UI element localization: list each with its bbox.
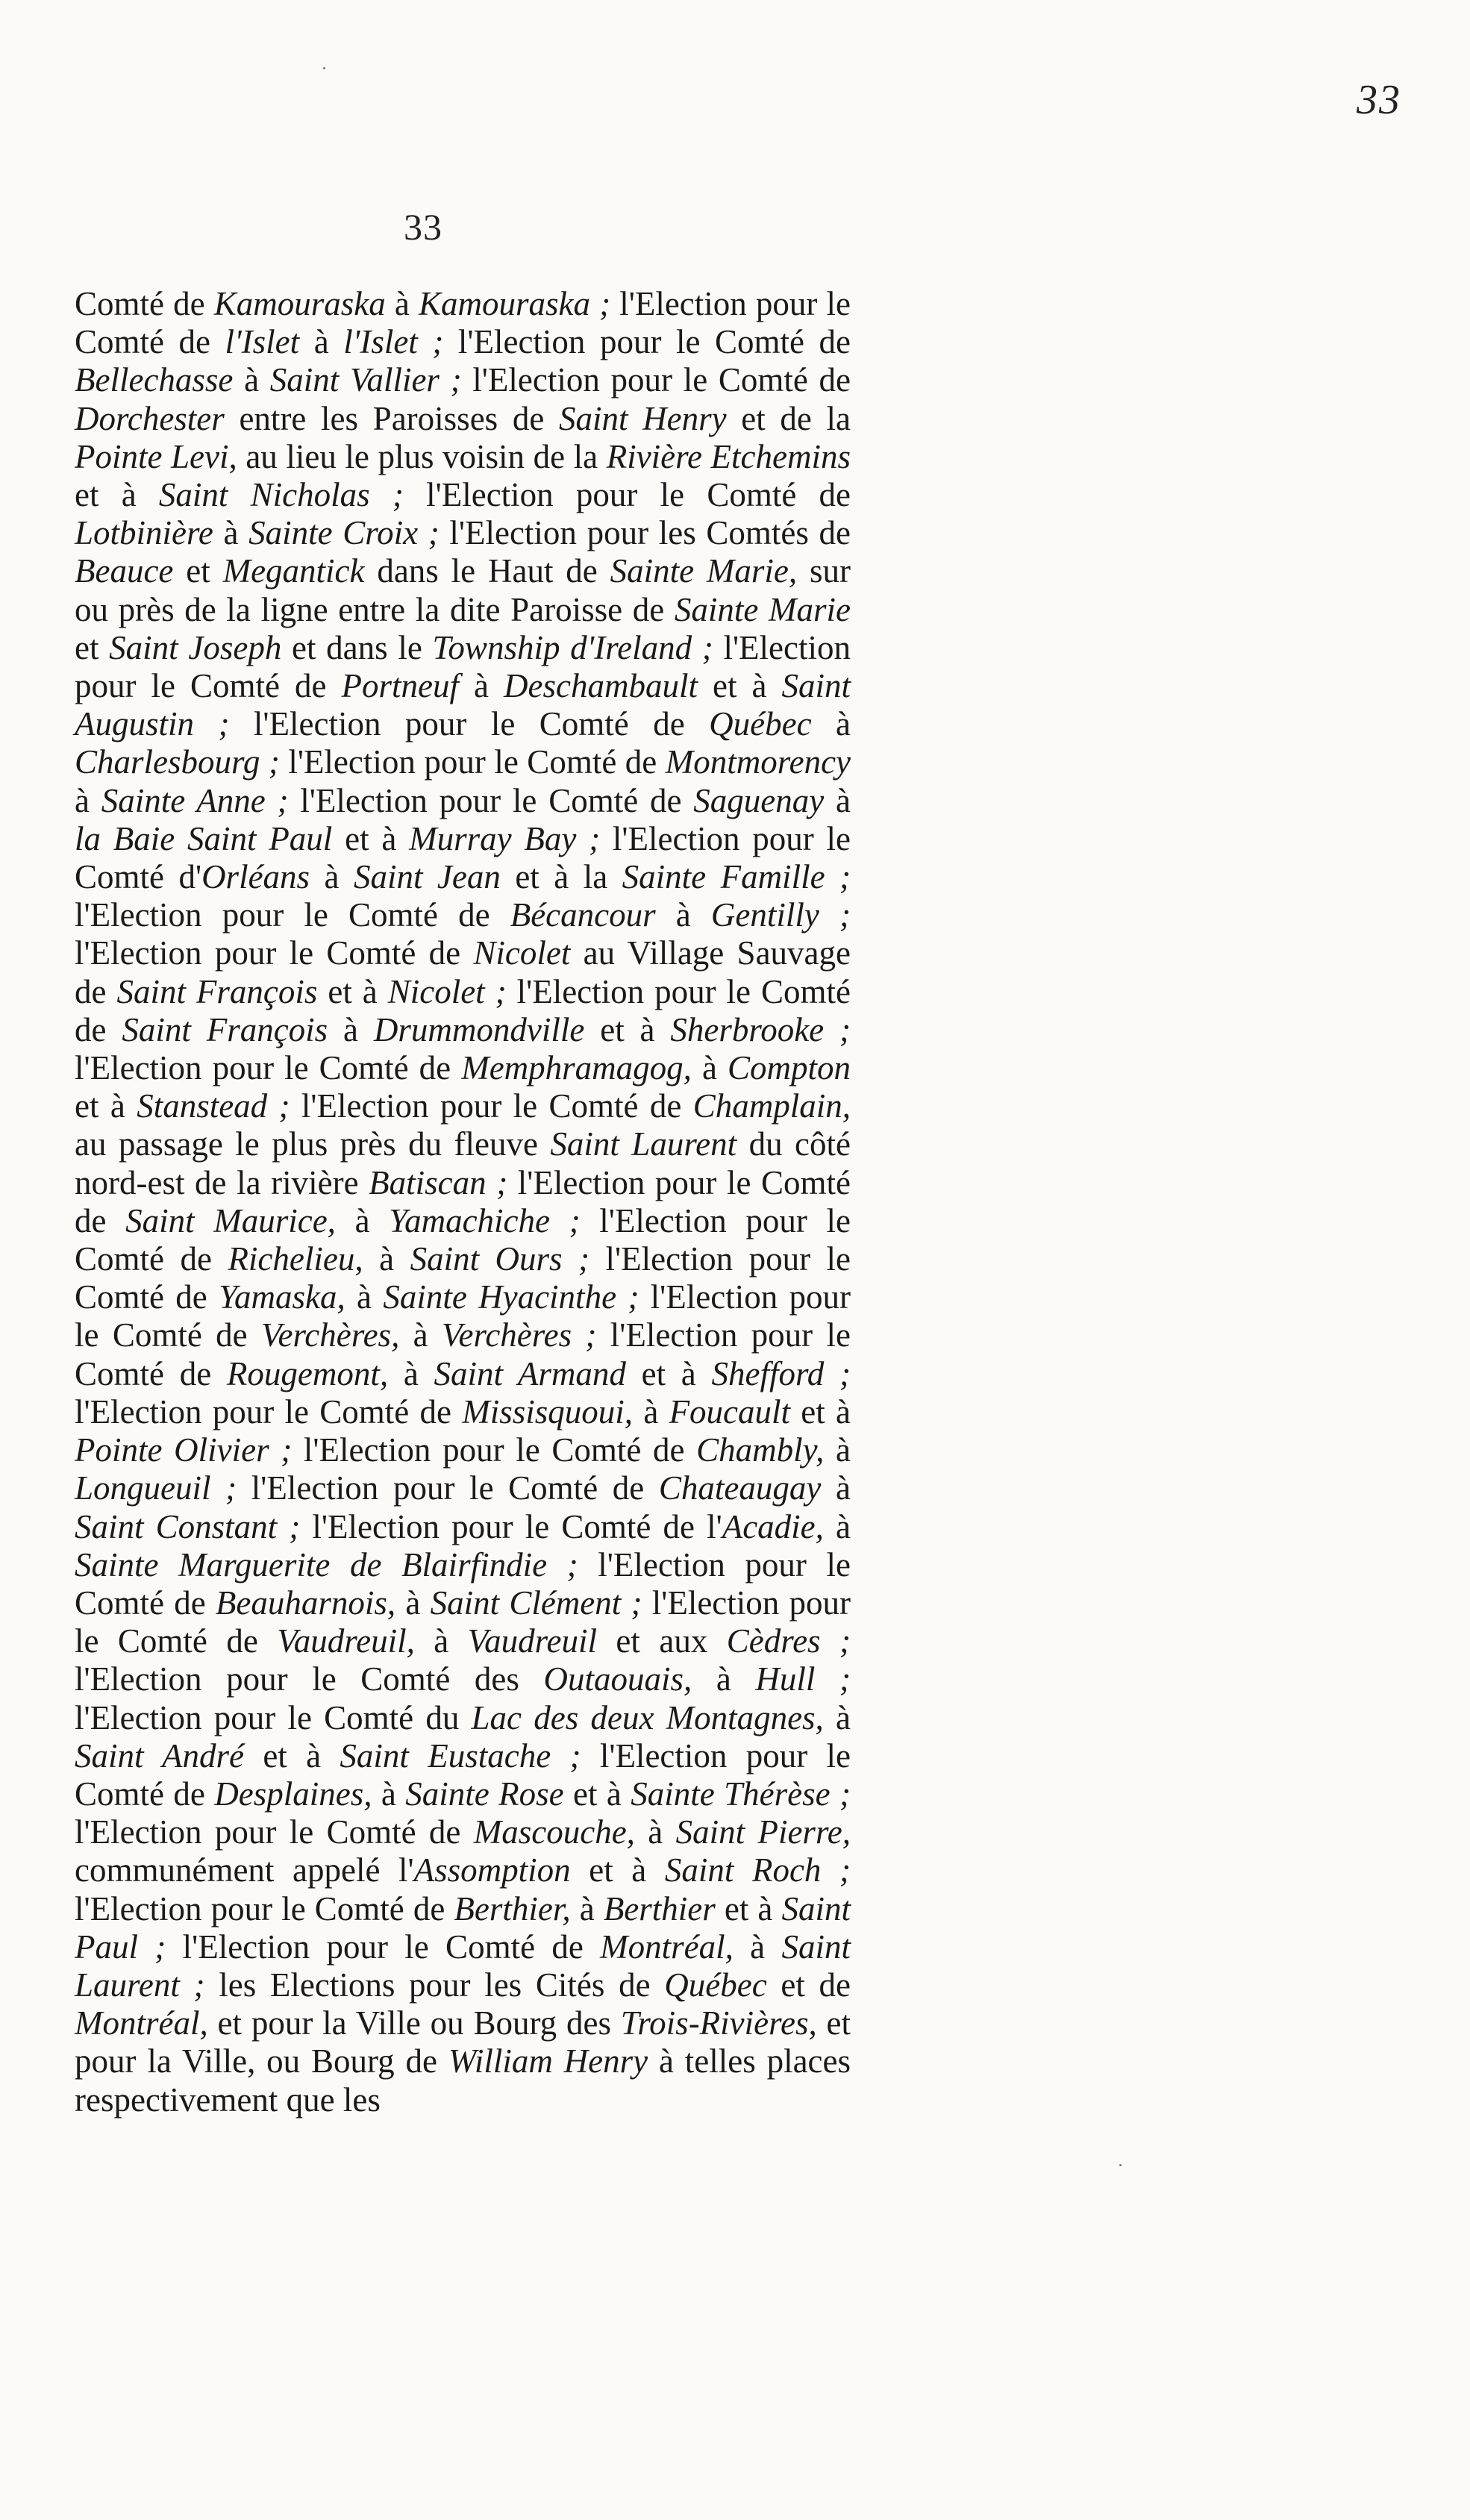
place-name: Saint Eustache ;	[340, 1736, 581, 1775]
place-name: Québec	[664, 1966, 767, 2004]
place-name: Saint Vallier ;	[269, 361, 462, 399]
body-text-run: à	[213, 514, 249, 552]
body-text-run: sur ou près de la ligne entre la dite Paroisse de	[75, 552, 851, 628]
place-name: Megantick	[222, 552, 365, 590]
body-text-run: et à	[75, 1087, 137, 1125]
body-text-run: et à	[584, 1010, 671, 1048]
place-name: Yamachiche ;	[389, 1201, 581, 1239]
body-text-run: l'Election pour le Comté de	[75, 1583, 851, 1660]
body-text-run: à telles places respectivement que les	[75, 2042, 851, 2119]
place-name: Montréal,	[600, 1927, 734, 1966]
body-text-run: à	[691, 1049, 728, 1087]
body-text-run: et de la	[726, 399, 851, 437]
place-name: Chambly,	[696, 1431, 825, 1469]
body-text-run: à	[414, 1622, 468, 1660]
place-name: Saint Clément ;	[430, 1583, 642, 1622]
place-name: Dorchester	[75, 399, 225, 437]
place-name: Sainte Hyacinthe ;	[383, 1278, 639, 1316]
place-name: Montréal,	[75, 2004, 208, 2042]
body-text-run: dans le Haut de	[364, 552, 610, 590]
body-text-run: à	[733, 1927, 782, 1966]
body-text-run: l'Election pour le Comté de	[75, 1049, 462, 1087]
body-text-run: l'Election pour le Comté de	[75, 285, 851, 361]
place-name: Richelieu,	[228, 1240, 363, 1278]
place-name: Batiscan ;	[369, 1163, 508, 1201]
body-text-run: l'Election pour le Comté de	[75, 1545, 851, 1622]
place-name: Mascouche,	[473, 1813, 635, 1851]
place-name: Hull ;	[755, 1660, 851, 1698]
place-name: Bellechasse	[75, 361, 234, 399]
body-text-run: Comté de	[75, 285, 214, 322]
body-text-run: l'Election pour le Comté de	[461, 361, 851, 399]
place-name: Memphramagog,	[461, 1049, 692, 1087]
body-text-run: et à	[715, 1889, 782, 1927]
place-name: Beauce	[75, 552, 174, 590]
body-text-run: et à	[570, 1851, 665, 1889]
place-name: Sainte Marie,	[610, 552, 798, 590]
body-text-run: et à	[790, 1392, 851, 1431]
body-text-run: et pour la Ville, ou Bourg de	[75, 2004, 851, 2080]
body-text-run: communément appelé l'	[75, 1851, 414, 1889]
body-text-run: l'Election pour le Comté de	[75, 972, 851, 1048]
place-name: Outaouais,	[543, 1660, 692, 1698]
place-name: William Henry	[448, 2042, 648, 2080]
body-text-run: l'Election pour le Comté de	[75, 1240, 851, 1316]
place-name: Champlain,	[692, 1087, 851, 1125]
place-name: Saint Augustin ;	[75, 667, 851, 743]
place-name: l'Islet	[225, 323, 300, 361]
place-name: Township d'Ireland ;	[432, 628, 713, 666]
body-text-run: à	[634, 1813, 676, 1851]
body-text-run: l'Election pour les Comtés de	[439, 514, 851, 552]
body-text-run: l'Election pour le Comté de	[166, 1927, 601, 1966]
body-text-run: l'Election pour le Comté de	[279, 743, 666, 781]
body-text-run: l'Election pour le Comté de	[75, 934, 474, 972]
place-name: Rougemont,	[226, 1354, 389, 1392]
body-text-run: l'Election pour le Comté de	[237, 1469, 659, 1507]
place-name: Saint Constant ;	[75, 1507, 301, 1545]
body-text-run: l'Election pour le Comté de	[75, 896, 510, 934]
body-text-run: au lieu le plus voisin de la	[237, 437, 607, 475]
place-name: l'Islet ;	[343, 323, 444, 361]
place-name: Pointe Olivier ;	[75, 1431, 293, 1469]
place-name: Trois-Rivières,	[620, 2004, 817, 2042]
body-text-run: l'Election pour le Comté de	[75, 1278, 851, 1354]
scan-speck	[1119, 2164, 1122, 2166]
place-name: Bécancour	[510, 896, 656, 934]
body-text-run: l'Election pour le Comté de	[229, 705, 710, 743]
place-name: Nicolet ;	[387, 972, 507, 1010]
place-name: Vaudreuil	[467, 1622, 597, 1660]
body-text-run: et à	[75, 476, 159, 514]
body-text-run: à	[821, 1469, 851, 1507]
body-text-run: et	[75, 628, 110, 666]
place-name: Verchères ;	[442, 1316, 597, 1354]
place-name: Saint Jean	[353, 858, 501, 896]
place-name: Yamaska,	[219, 1278, 345, 1316]
place-name: Pointe Levi,	[75, 437, 237, 475]
body-text-run: au Village Sauvage de	[75, 934, 851, 1010]
place-name: Sainte Croix ;	[248, 514, 440, 552]
place-name: Saint Paul ;	[75, 1889, 851, 1966]
body-text-run: et de	[766, 1966, 851, 2004]
body-text-run: l'Election pour le Comté de	[288, 781, 694, 819]
body-text-run: à	[385, 285, 419, 322]
body-text-run: à	[823, 1698, 851, 1736]
place-name: Foucault	[669, 1392, 791, 1431]
body-text-run: et	[173, 552, 223, 590]
body-text-run: l'Election pour le Comté de	[75, 628, 851, 705]
place-name: Kamouraska ;	[418, 285, 611, 322]
scan-speck	[323, 67, 325, 69]
body-text-run: à	[395, 1583, 431, 1622]
body-text-run: et à	[332, 819, 410, 857]
body-text-run: à	[310, 858, 354, 896]
body-text-run: l'Election pour le Comté du	[75, 1698, 472, 1736]
place-name: Nicolet	[473, 934, 571, 972]
place-name: Saint André	[75, 1736, 244, 1775]
place-name: Sainte Famille ;	[622, 858, 851, 896]
body-text-run: et à	[563, 1775, 631, 1813]
place-name: Charlesbourg ;	[75, 743, 280, 781]
place-name: Rivière Etchemins	[606, 437, 851, 475]
body-text-run: à	[824, 781, 851, 819]
body-text-run: à	[388, 1354, 434, 1392]
place-name: Orléans	[201, 858, 310, 896]
place-name: Acadie,	[722, 1507, 824, 1545]
place-name: la Baie Saint Paul	[75, 819, 333, 857]
place-name: Chateaugay	[658, 1469, 822, 1507]
place-name: Saint Armand	[434, 1354, 626, 1392]
body-text-run: à	[372, 1775, 406, 1813]
place-name: Kamouraska	[213, 285, 386, 322]
body-text-run: à	[299, 323, 344, 361]
body-text-run: et dans le	[281, 628, 433, 666]
body-text-paragraph	[75, 285, 851, 2119]
place-name: Shefford ;	[711, 1354, 851, 1392]
body-text-run: entre les Paroisses de	[224, 399, 559, 437]
place-name: Saint François	[122, 1010, 328, 1048]
place-name: Verchères,	[260, 1316, 400, 1354]
body-text-run: l'Election pour le Comté de	[75, 1813, 474, 1851]
place-name: Berthier,	[454, 1889, 571, 1927]
body-text-run: l'Election pour le Comté de	[75, 1316, 851, 1392]
body-text-run: l'Election pour le Comté de	[75, 1889, 454, 1927]
place-name: Gentilly ;	[710, 896, 851, 934]
place-name: Saint François	[116, 972, 318, 1010]
place-name: Saint Nicholas ;	[158, 476, 404, 514]
place-name: Sainte Marguerite de Blairfindie ;	[75, 1545, 578, 1583]
place-name: Sainte Rose	[405, 1775, 564, 1813]
place-name: Compton	[727, 1049, 851, 1087]
place-name: Québec	[709, 705, 812, 743]
body-text-run: à	[335, 1201, 390, 1239]
body-text-run: à	[823, 1507, 851, 1545]
body-text-run: à	[233, 361, 270, 399]
body-text-run: l'Election pour le Comté de	[75, 1736, 851, 1813]
place-name: Saint Ours ;	[410, 1240, 590, 1278]
place-name: Beauharnois,	[215, 1583, 396, 1622]
place-name: Missisquoui,	[462, 1392, 634, 1431]
body-text-run: à	[692, 1660, 756, 1698]
body-text-run: l'Election pour le Comté de	[403, 476, 851, 514]
body-text-run: à	[363, 1240, 410, 1278]
place-name: Saint Laurent ;	[75, 1927, 851, 2004]
place-name: Saint Laurent	[550, 1125, 737, 1163]
body-text-run: l'Election pour le Comté des	[75, 1660, 544, 1698]
body-text-run: l'Election pour le Comté de	[75, 1201, 851, 1278]
page-number-corner: 33	[1357, 77, 1401, 123]
body-text-run: l'Election pour le Comté de l'	[300, 1507, 722, 1545]
body-text-run: et pour la Ville ou Bourg des	[207, 2004, 621, 2042]
body-text-run: l'Election pour le Comté de	[292, 1431, 697, 1469]
body-text-run: l'Election pour le Comté de	[75, 1163, 851, 1239]
body-text-run: du côté nord-est de la rivière	[75, 1125, 851, 1201]
body-text-run: à	[399, 1316, 442, 1354]
place-name: Sherbrooke ;	[670, 1010, 851, 1048]
place-name: Portneuf	[341, 667, 459, 705]
place-name: Assomption	[413, 1851, 571, 1889]
body-text-run: et à	[625, 1354, 712, 1392]
place-name: Murray Bay ;	[409, 819, 601, 857]
body-text-run: à	[811, 705, 851, 743]
place-name: Vaudreuil,	[277, 1622, 415, 1660]
body-text-run: à	[75, 781, 101, 819]
place-name: Drummondville	[373, 1010, 585, 1048]
body-text-run: à	[570, 1889, 604, 1927]
place-name: Sainte Thérèse ;	[631, 1775, 851, 1813]
place-name: Saint Pierre,	[675, 1813, 851, 1851]
place-name: Longueuil ;	[75, 1469, 237, 1507]
body-text-run: au passage le plus près du fleuve	[75, 1125, 551, 1163]
body-text-run: l'Election pour le Comté de	[75, 1392, 463, 1431]
place-name: Cèdres ;	[726, 1622, 851, 1660]
body-text-run: et aux	[597, 1622, 727, 1660]
body-text-run: l'Election pour le Comté d'	[75, 819, 851, 896]
body-text-run: à	[345, 1278, 384, 1316]
body-text-run: à	[655, 896, 711, 934]
place-name: Desplaines,	[214, 1775, 372, 1813]
body-text-run: et à la	[500, 858, 622, 896]
body-text-run: l'Election pour le Comté de	[290, 1087, 693, 1125]
body-text-run: les Elections pour les Cités de	[204, 1966, 665, 2004]
place-name: Lotbinière	[75, 514, 213, 552]
body-text-run: à	[824, 1431, 851, 1469]
place-name: Saint Henry	[558, 399, 727, 437]
place-name: Sainte Marie	[674, 590, 851, 628]
place-name: Stanstead ;	[137, 1087, 290, 1125]
place-name: Saint Roch ;	[664, 1851, 851, 1889]
page-number-header: 33	[404, 206, 442, 248]
place-name: Saint Maurice,	[125, 1201, 336, 1239]
place-name: Saint Joseph	[109, 628, 282, 666]
body-text-run: l'Election pour le Comté de	[443, 323, 851, 361]
body-text-run: à	[458, 667, 504, 705]
body-text-run: à	[328, 1010, 374, 1048]
place-name: Saguenay	[693, 781, 825, 819]
body-text-run: et à	[244, 1736, 340, 1775]
place-name: Deschambault	[504, 667, 698, 705]
body-text-run: et à	[317, 972, 388, 1010]
place-name: Sainte Anne ;	[101, 781, 289, 819]
body-text-run: à	[633, 1392, 669, 1431]
place-name: Montmorency	[665, 743, 851, 781]
place-name: Berthier	[603, 1889, 716, 1927]
body-text-run: et à	[697, 667, 782, 705]
place-name: Lac des deux Montagnes,	[471, 1698, 824, 1736]
